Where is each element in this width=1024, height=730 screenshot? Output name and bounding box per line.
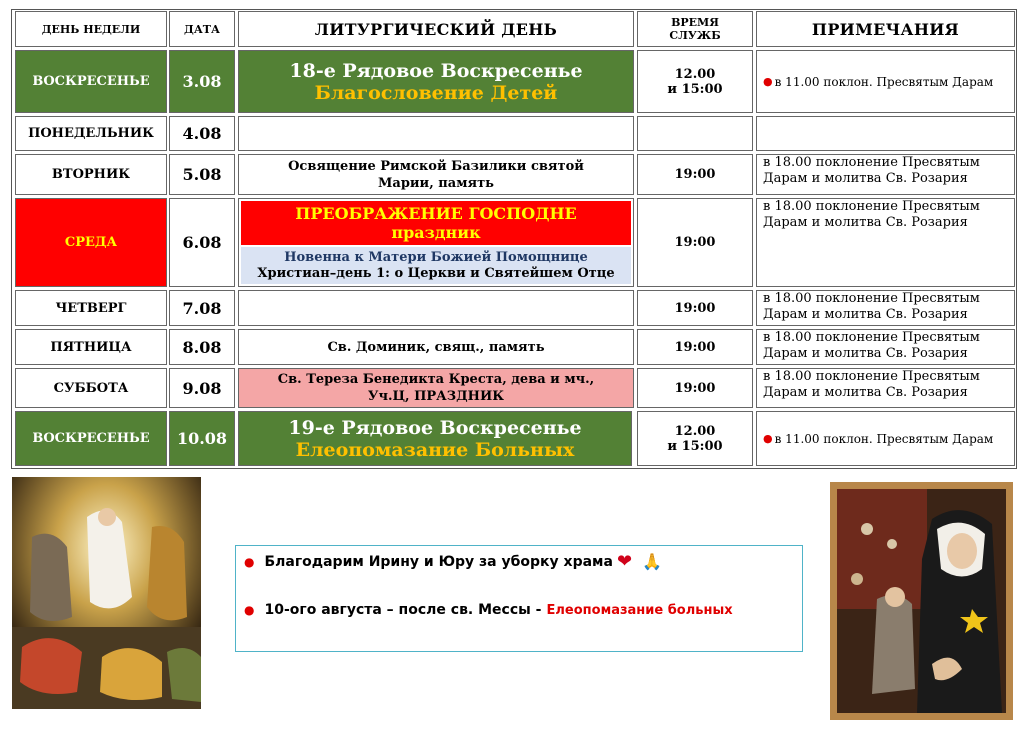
row6-note [756,329,1015,365]
row1-liturgical [238,50,634,113]
header-time-line1: ВРЕМЯ [671,16,719,29]
row7-note1: в 18.00 поклонение Пресвятым [763,369,980,384]
row3-note2: Дарам и молитва Св. Розария [763,171,968,186]
header-day: ДЕНЬ НЕДЕЛИ [15,11,167,47]
announcement-line-1 [244,551,662,572]
schedule-table [11,9,1017,469]
praying-hands-icon: 🙏 [642,552,662,571]
row8-note-text: в 11.00 поклон. Пресвятым Дарам [774,431,994,446]
row5-note [756,290,1015,326]
announcement-box [235,545,803,652]
announcement-anointing: 10-ого августа – после св. Мессы - [264,602,542,618]
row4-feast: ПРЕОБРАЖЕНИЕ ГОСПОДНЕ [295,204,577,223]
row3-date: 5.08 [169,154,235,195]
row1-time1: 12.00 [674,66,716,82]
row8-time1: 12.00 [674,423,716,439]
row2-note [756,116,1015,151]
row3-title2: Марии, память [378,175,494,191]
row8-liturgical [238,411,632,466]
transfiguration-painting [12,477,201,709]
row7-note2: Дарам и молитва Св. Розария [763,385,968,400]
row4-feast-rank: праздник [391,223,481,242]
bullet-icon: ● [244,554,255,569]
header-time-line2: СЛУЖБ [669,29,721,42]
row8-subtitle: Елеопомазание Больных [295,438,575,461]
row4-note2: Дарам и молитва Св. Розария [763,215,968,230]
header-time [637,11,753,47]
row3-time: 19:00 [637,154,753,195]
row6-note2: Дарам и молитва Св. Розария [763,346,968,361]
row1-note [756,50,1015,113]
row2-day: ПОНЕДЕЛЬНИК [15,116,167,151]
row8-title: 19-е Рядовое Воскресенье [288,416,582,439]
row1-time2: и 15:00 [667,81,723,97]
row4-date: 6.08 [169,198,235,287]
row6-time: 19:00 [637,329,753,365]
announcement-thanks: Благодарим Ирину и Юру за уборку храма [264,553,613,570]
row1-note-text: в 11.00 поклон. Пресвятым Дарам [774,74,994,89]
row8-note [756,411,1015,466]
row4-note [756,198,1015,287]
row1-title: 18-е Рядовое Воскресенье [289,59,583,82]
row5-date: 7.08 [169,290,235,326]
row8-date: 10.08 [169,411,235,466]
heart-icon: ❤ [616,551,633,572]
row1-subtitle: Благословение Детей [314,81,558,104]
header-date: ДАТА [169,11,235,47]
row8-day: ВОСКРЕСЕНЬЕ [15,411,167,466]
row4-liturgical [238,198,634,287]
row2-date: 4.08 [169,116,235,151]
row6-date: 8.08 [169,329,235,365]
row8-time [637,411,753,466]
row1-date: 3.08 [169,50,235,113]
row3-day: ВТОРНИК [15,154,167,195]
row4-novena2: Христиан–день 1: о Церкви и Святейшем Отце [257,265,615,281]
row3-liturgical [238,154,634,195]
row1-day: ВОСКРЕСЕНЬЕ [15,50,167,113]
row7-note [756,368,1015,408]
row3-note1: в 18.00 поклонение Пресвятым [763,155,980,170]
row4-feast-box [241,201,631,245]
row2-liturgical [238,116,634,151]
row5-liturgical [238,290,634,326]
bullet-icon: ● [763,74,773,88]
row7-time: 19:00 [637,368,753,408]
row4-day: СРЕДА [15,198,167,287]
announcement-anointing-highlight: Елеопомазание больных [546,602,733,618]
row6-note1: в 18.00 поклонение Пресвятым [763,330,980,345]
row7-title1: Св. Тереза Бенедикта Креста, дева и мч., [277,372,595,387]
row1-time [637,50,753,113]
row3-note [756,154,1015,195]
row4-time: 19:00 [637,198,753,287]
row7-day: СУББОТА [15,368,167,408]
row7-date: 9.08 [169,368,235,408]
row5-time: 19:00 [637,290,753,326]
row5-day: ЧЕТВЕРГ [15,290,167,326]
header-liturgical: ЛИТУРГИЧЕСКИЙ ДЕНЬ [238,11,634,47]
bullet-icon: ● [763,431,773,445]
announcement-line-2 [244,602,733,618]
saint-portrait-painting [830,482,1013,720]
row4-novena-box [241,247,631,284]
row5-note2: Дарам и молитва Св. Розария [763,307,968,322]
bullet-icon: ● [244,603,255,617]
row3-title1: Освящение Римской Базилики святой [288,158,584,174]
row7-title2: Уч.Ц, ПРАЗДНИК [367,389,505,404]
header-notes: ПРИМЕЧАНИЯ [756,11,1015,47]
row5-note1: в 18.00 поклонение Пресвятым [763,291,980,306]
row7-liturgical [238,368,634,408]
row2-time [637,116,753,151]
row4-novena1: Новенна к Матери Божией Помощнице [284,249,588,265]
row6-day: ПЯТНИЦА [15,329,167,365]
row8-time2: и 15:00 [667,438,723,454]
row6-liturgical: Св. Доминик, свящ., память [238,329,634,365]
row4-note1: в 18.00 поклонение Пресвятым [763,199,980,214]
